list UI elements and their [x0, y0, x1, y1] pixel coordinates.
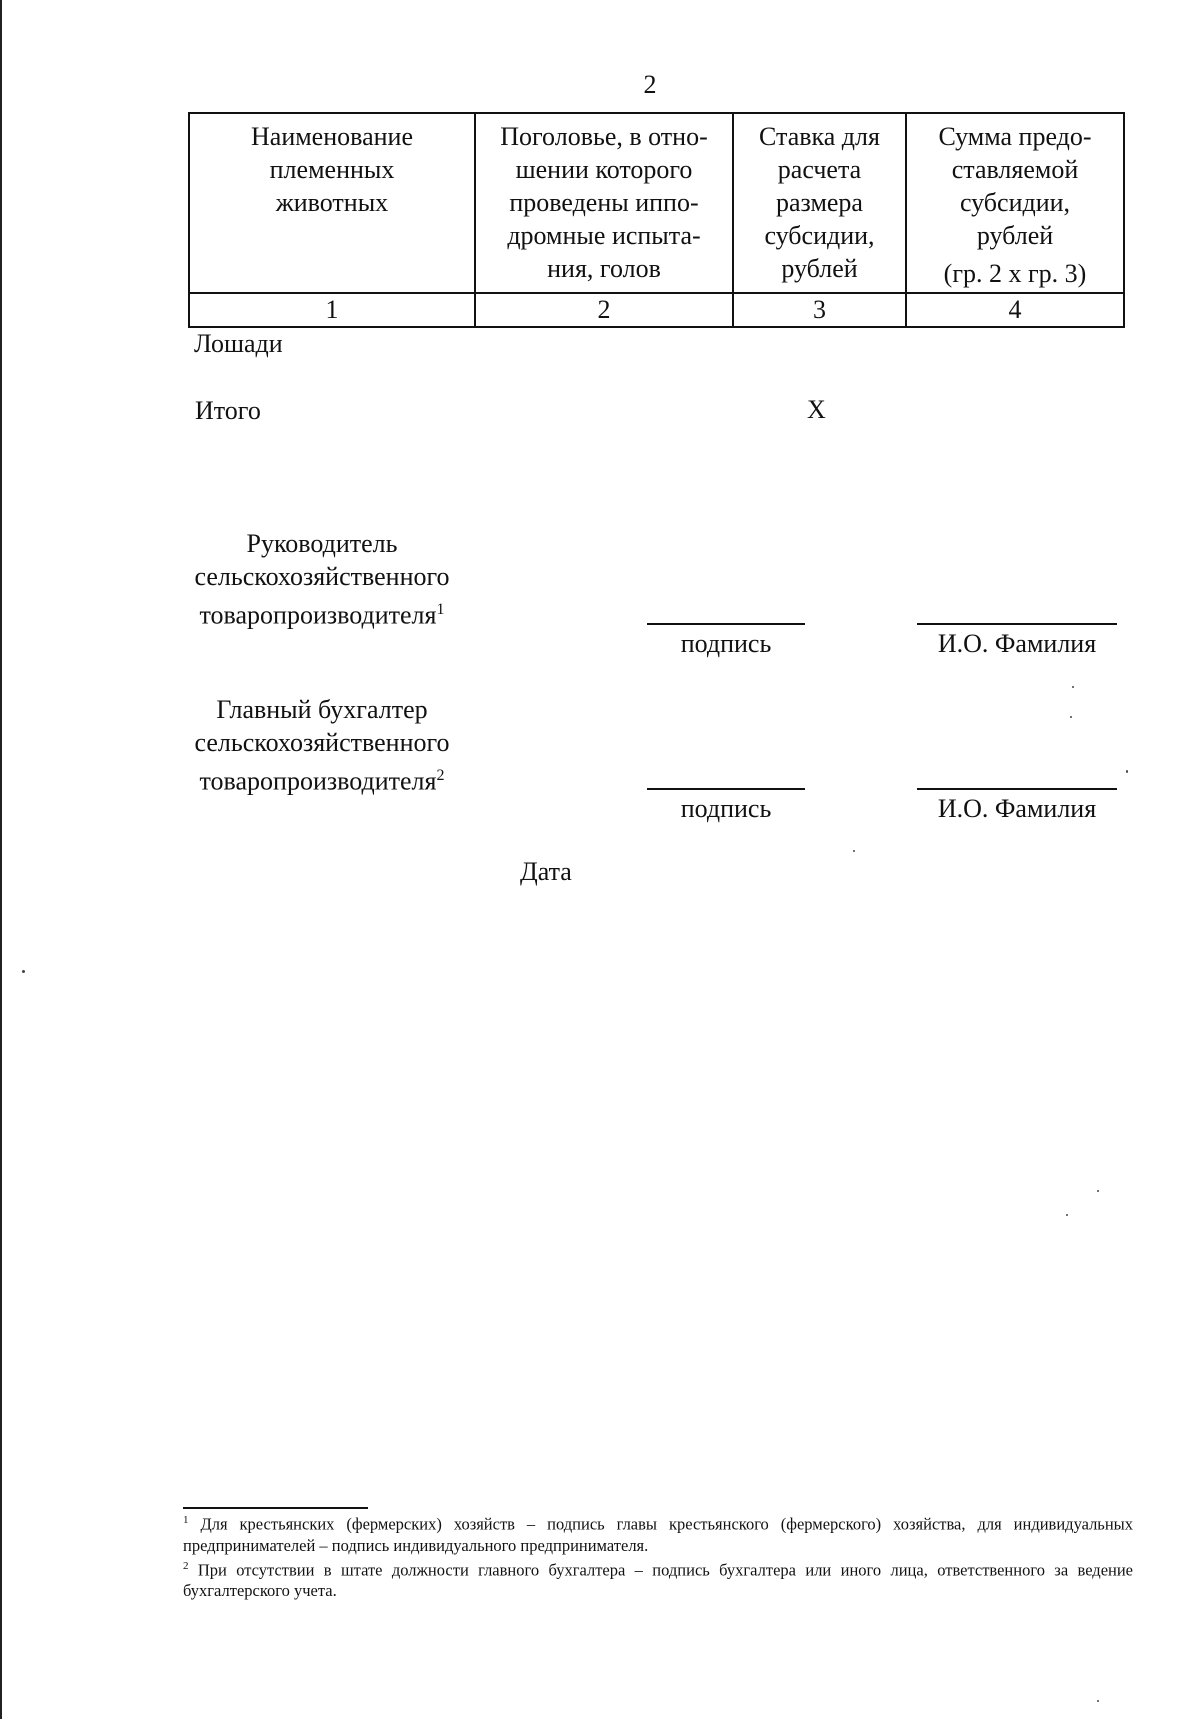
- name-caption: И.О. Фамилия: [937, 629, 1097, 658]
- signature-caption: подпись: [680, 629, 772, 658]
- table-header-cell: [475, 113, 733, 293]
- total-row-label: Итого: [195, 396, 261, 425]
- footnote-marker: 2: [183, 1559, 189, 1572]
- footnote: [183, 1556, 1133, 1602]
- table-header-cell: [733, 113, 906, 293]
- name-caption: И.О. Фамилия: [937, 794, 1097, 823]
- signature-caption: подпись: [680, 794, 772, 823]
- footnote: [183, 1510, 1133, 1556]
- table-header-cell: [189, 113, 475, 293]
- date-label: Дата: [520, 857, 572, 886]
- signature-line: [647, 623, 805, 625]
- scan-speck: [1072, 686, 1074, 688]
- column-number-cell: 2: [475, 293, 733, 327]
- name-line: [917, 623, 1117, 625]
- footnote-text: Для крестьянских (фермерских) хозяйств – подпись главы крестьянского (фермерского) хозяйства, для индивидуальных предпринимателей – подпись индивидуального предпринимателя.: [183, 1514, 1133, 1555]
- column-number-cell: 1: [189, 293, 475, 327]
- head-title-text: Руководитель сельскохозяйственного товаропроизводителя: [194, 529, 450, 630]
- scan-speck: [1097, 1190, 1099, 1192]
- name-line: [917, 788, 1117, 790]
- column-number-cell: 4: [906, 293, 1124, 327]
- table-header-row: [189, 113, 1124, 293]
- footnote-ref: 1: [436, 601, 445, 618]
- footnote-marker: 1: [183, 1514, 189, 1526]
- horses-row-label: Лошади: [194, 329, 283, 358]
- column-number-row: [189, 293, 1124, 327]
- total-x-mark: Х: [807, 395, 826, 424]
- head-title: [172, 527, 472, 632]
- column-number-cell: 3: [733, 293, 906, 327]
- header-text: Поголовье, в отно- шении которого проведены иппо- дромные испыта- ния, голов: [500, 122, 708, 283]
- header-text: Сумма предо- ставляемой субсидии, рублей: [938, 122, 1092, 250]
- header-text: Ставка для расчета размера субсидии, рублей: [759, 122, 880, 283]
- page-edge: [0, 0, 2, 1719]
- scan-speck: [1070, 716, 1072, 718]
- accountant-title-text: Главный бухгалтер сельскохозяйственного товаропроизводителя: [194, 695, 450, 796]
- footnote-separator: [183, 1507, 368, 1509]
- header-formula: (гр. 2 х гр. 3): [943, 259, 1087, 288]
- scan-speck: [1066, 1214, 1068, 1216]
- scan-speck: [1126, 770, 1128, 773]
- signature-line: [647, 788, 805, 790]
- scan-speck: [22, 970, 25, 973]
- footnote-text: При отсутствии в штате должности главного бухгалтера – подпись бухгалтера или иного лица, ответственного за ведение бухгалтерского учета.: [183, 1560, 1134, 1600]
- scan-speck: [1097, 1700, 1099, 1702]
- table-header-cell: [906, 113, 1124, 293]
- subsidy-table: [188, 112, 1125, 328]
- scan-speck: [853, 850, 855, 852]
- footnote-ref: 2: [436, 767, 445, 784]
- page-number: 2: [643, 70, 657, 99]
- footnotes: [183, 1510, 1133, 1601]
- accountant-title: [172, 693, 472, 798]
- header-text: Наименование племенных животных: [251, 122, 413, 217]
